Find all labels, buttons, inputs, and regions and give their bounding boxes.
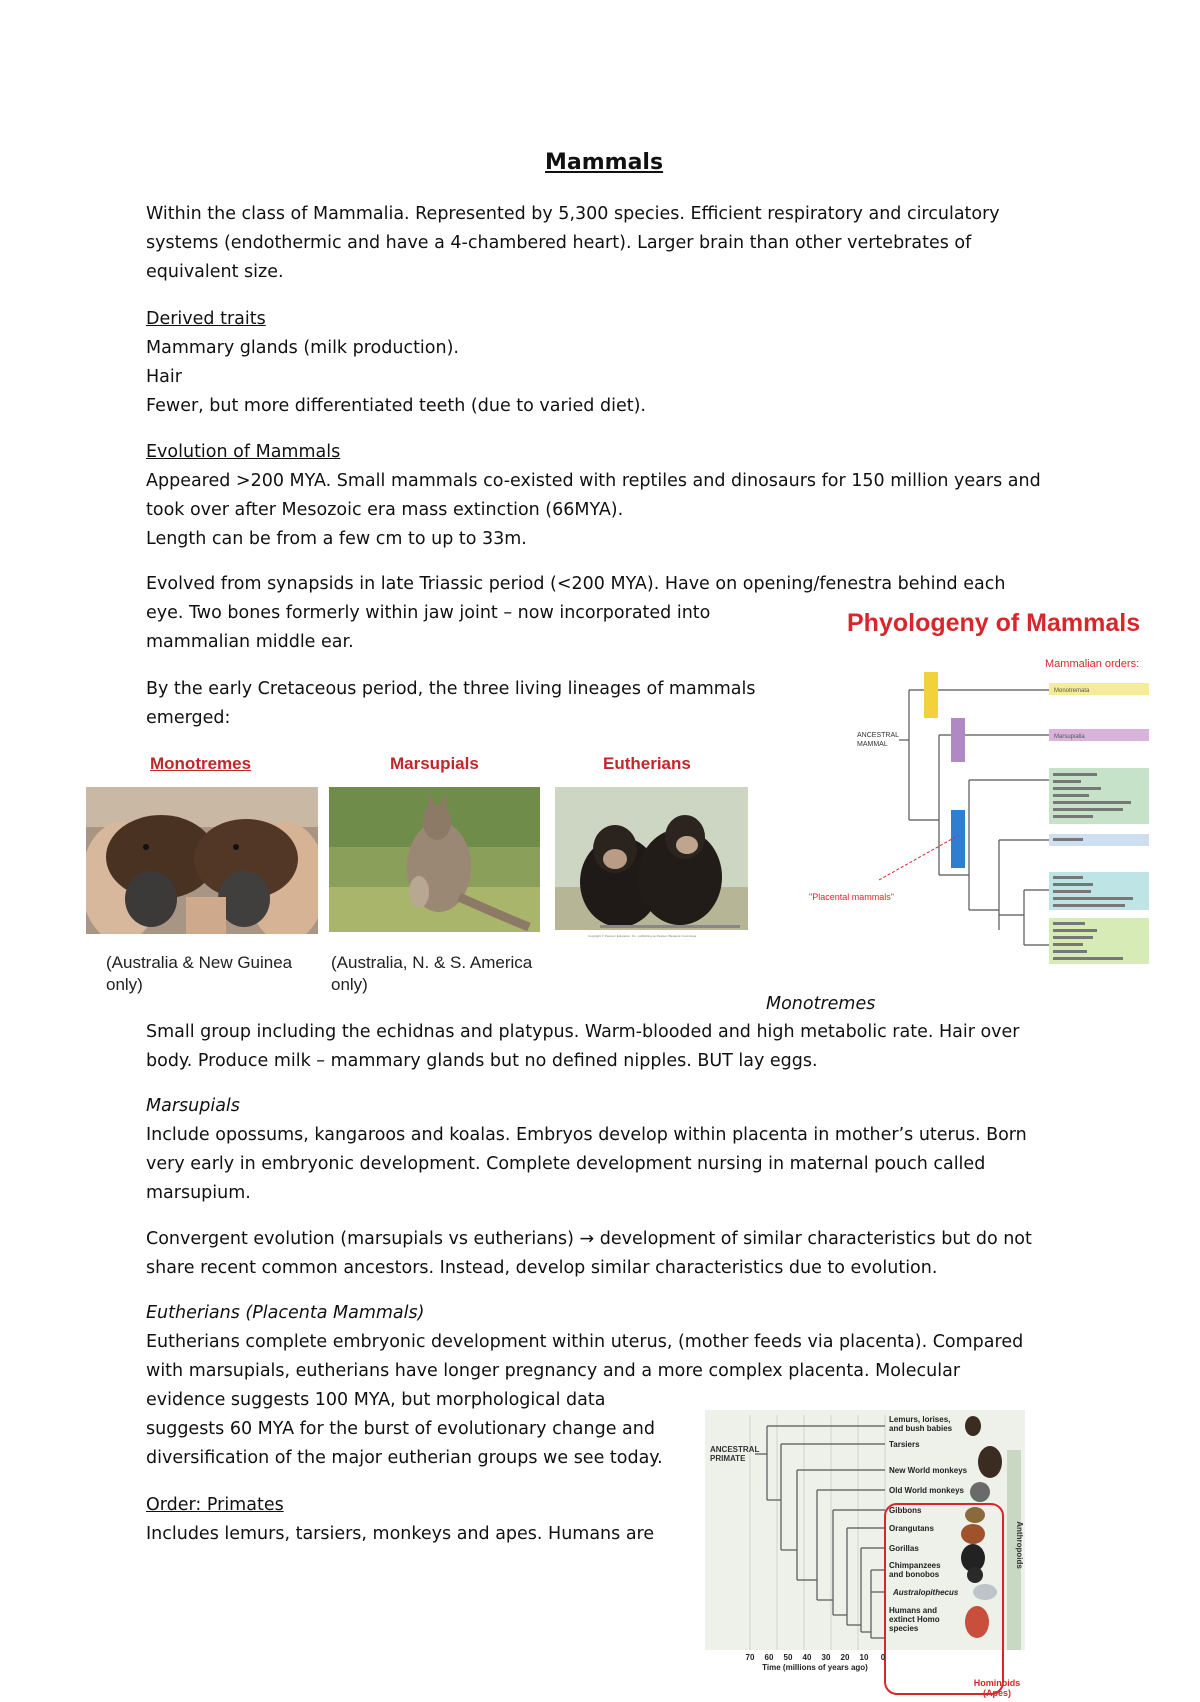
primates-section (146, 1491, 706, 1549)
placental-label: "Placental mammals" (809, 892, 894, 902)
synapsid-line: mammalian middle ear. (146, 632, 354, 652)
convergent-line: share recent common ancestors. Instead, develop similar characteristics due to evolution. (146, 1258, 938, 1278)
marsupials-heading: Marsupials (146, 1096, 240, 1116)
taxon-gorillas: Gorillas (889, 1544, 919, 1553)
taxon-chimps-1: Chimpanzees (889, 1561, 941, 1570)
convergent-line: Convergent evolution (marsupials vs eutherians) → development of similar characteristics but do not (146, 1229, 1032, 1249)
chimpanzee-icon (967, 1567, 983, 1583)
marsupials-section (146, 1092, 1106, 1208)
derived-traits-section (146, 305, 1096, 421)
monotremes-image-label: Monotremes (150, 754, 252, 773)
axis-tick: 40 (802, 1653, 812, 1662)
evolution-line: Length can be from a few cm to up to 33m. (146, 529, 527, 549)
anthropoids-label: Anthropoids (1015, 1521, 1024, 1569)
trait-item: Hair (146, 367, 182, 387)
evolution-heading: Evolution of Mammals (146, 442, 341, 462)
marsupials-line: marsupium. (146, 1183, 251, 1203)
eutherians-line: suggests 60 MYA for the burst of evolutionary change and (146, 1419, 655, 1439)
cretaceous-paragraph (146, 675, 786, 733)
old-world-monkey-icon (970, 1482, 990, 1502)
eutherians-line: with marsupials, eutherians have longer pregnancy and a more complex placenta. Molecular (146, 1361, 961, 1381)
phylogeny-figure (799, 610, 1161, 970)
evolution-line: took over after Mesozoic era mass extinction (66MYA). (146, 500, 624, 520)
orders-heading: Mammalian orders: (1045, 658, 1140, 670)
evolution-section (146, 438, 1106, 554)
australopithecus-icon (973, 1584, 997, 1600)
trait-item: Fewer, but more differentiated teeth (due to varied diet). (146, 396, 646, 416)
taxon-humans-3: species (889, 1624, 919, 1633)
human-icon (965, 1606, 989, 1638)
caption-line: only) (106, 975, 143, 994)
caption-line: (Australia, N. & S. America (331, 953, 533, 972)
lemur-icon (965, 1416, 981, 1436)
monotremes-line: Small group including the echidnas and platypus. Warm-blooded and high metabolic rate. Hair over (146, 1022, 1020, 1042)
monotremes-caption (106, 952, 292, 996)
intro-line: systems (endothermic and have a 4-chambered heart). Larger brain than other vertebrates of (146, 233, 972, 253)
axis-tick: 10 (859, 1653, 869, 1662)
gibbon-icon (965, 1507, 985, 1523)
primate-ancestral-2: PRIMATE (710, 1454, 746, 1463)
taxon-gibbons: Gibbons (889, 1506, 922, 1515)
platypus-photo (86, 787, 318, 934)
trait-item: Mammary glands (milk production). (146, 338, 459, 358)
marsupials-caption (331, 952, 532, 996)
taxon-orangutans: Orangutans (889, 1524, 934, 1533)
synapsid-line: eye. Two bones formerly within jaw joint – now incorporated into (146, 603, 711, 623)
caption-line: (Australia & New Guinea (106, 953, 293, 972)
caption-line: only) (331, 975, 368, 994)
marsupials-image-label: Marsupials (390, 754, 479, 773)
axis-tick: 0 (880, 1653, 886, 1662)
order-monotremata: Monotremata (1054, 688, 1090, 694)
convergent-paragraph (146, 1225, 1106, 1283)
evolution-line: Appeared >200 MYA. Small mammals co-existed with reptiles and dinosaurs for 150 million years and (146, 471, 1041, 491)
taxon-tarsiers: Tarsiers (889, 1440, 920, 1449)
taxon-australopithecus: Australopithecus (893, 1588, 959, 1597)
axis-tick: 60 (764, 1653, 774, 1662)
axis-tick: 20 (840, 1653, 850, 1662)
marsupials-line: very early in embryonic development. Complete development nursing in maternal pouch called (146, 1154, 986, 1174)
monotremes-line: body. Produce milk – mammary glands but no defined nipples. BUT lay eggs. (146, 1051, 818, 1071)
taxon-lemurs-1: Lemurs, lorises, (889, 1415, 951, 1424)
intro-line: equivalent size. (146, 262, 284, 282)
ancestral-label-1: ANCESTRAL (857, 732, 900, 739)
taxon-lemurs-2: and bush babies (889, 1424, 953, 1433)
monotremes-heading: Monotremes (766, 994, 876, 1014)
new-world-monkey-icon (978, 1446, 1002, 1478)
axis-label: Time (millions of years ago) (762, 1663, 868, 1672)
orangutan-icon (961, 1524, 985, 1544)
intro-paragraph (146, 200, 1096, 287)
eutherians-heading: Eutherians (Placenta Mammals) (146, 1303, 425, 1323)
taxon-old-world: Old World monkeys (889, 1486, 964, 1495)
order-marsupialia: Marsupialia (1054, 734, 1085, 740)
cretaceous-line: By the early Cretaceous period, the three living lineages of mammals (146, 679, 756, 699)
taxon-humans-2: extinct Homo (889, 1615, 940, 1624)
ancestral-label-2: MAMMAL (857, 741, 888, 748)
axis-tick: 30 (821, 1653, 831, 1662)
monotremes-paragraph (146, 1018, 1106, 1076)
chimpanzee-photo (555, 787, 748, 930)
page-title: Mammals (545, 150, 664, 175)
primates-line: Includes lemurs, tarsiers, monkeys and apes. Humans are (146, 1524, 655, 1544)
eutherians-line: Eutherians complete embryonic development within uterus, (mother feeds via placenta). Compared (146, 1332, 1024, 1352)
hominoids-label-1: Hominoids (973, 1678, 1021, 1688)
taxon-chimps-2: and bonobos (889, 1570, 940, 1579)
axis-tick: 50 (783, 1653, 793, 1662)
taxon-humans-1: Humans and (889, 1606, 938, 1615)
eutherians-image-label: Eutherians (603, 754, 691, 773)
marsupials-line: Include opossums, kangaroos and koalas. Embryos develop within placenta in mother’s uterus. Born (146, 1125, 1027, 1145)
photo-credit: Copyright © Pearson Education, Inc., publishing as Pearson Benjamin Cummings (588, 934, 697, 938)
derived-traits-heading: Derived traits (146, 309, 266, 329)
hominoids-label-2: (Apes) (982, 1688, 1012, 1698)
intro-line: Within the class of Mammalia. Represented by 5,300 species. Efficient respiratory and circulatory (146, 204, 1000, 224)
primates-heading: Order: Primates (146, 1495, 284, 1515)
primate-ancestral-1: ANCESTRAL (710, 1445, 760, 1454)
axis-tick: 70 (745, 1653, 755, 1662)
eutherians-line: diversification of the major eutherian groups we see today. (146, 1448, 663, 1468)
kangaroo-photo (329, 787, 540, 932)
phylogeny-title: Phyologeny of Mammals (847, 610, 1141, 637)
taxon-new-world: New World monkeys (889, 1466, 968, 1475)
cretaceous-line: emerged: (146, 708, 231, 728)
synapsid-line: Evolved from synapsids in late Triassic period (<200 MYA). Have on opening/fenestra behind each (146, 574, 1006, 594)
eutherians-line: evidence suggests 100 MYA, but morphological data (146, 1390, 606, 1410)
primate-phylogeny-figure (705, 1410, 1035, 1698)
